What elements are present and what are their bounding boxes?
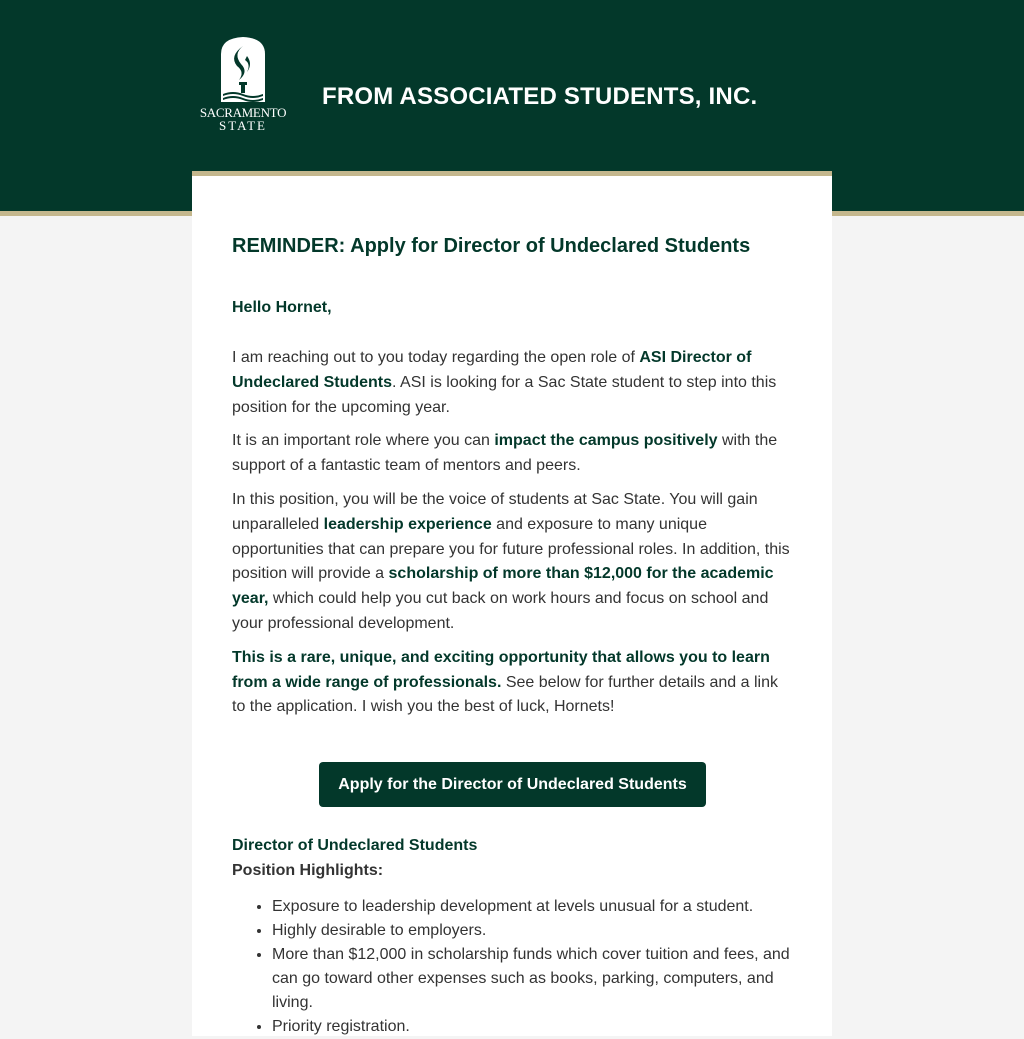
paragraph-2 bbox=[232, 429, 792, 479]
email-body bbox=[232, 346, 792, 729]
text: I am reaching out to you today regarding the open role of bbox=[232, 349, 640, 366]
sacramento-state-logo bbox=[193, 36, 293, 136]
position-title: Director of Undeclared Students bbox=[232, 837, 478, 854]
highlights-list bbox=[232, 895, 792, 1039]
apply-button[interactable]: Apply for the Director of Undeclared Students bbox=[319, 762, 706, 807]
list-item: • Exposure to leadership development at levels unusual for a student. bbox=[272, 895, 792, 919]
torch-icon bbox=[193, 36, 293, 104]
email-title: REMINDER: Apply for Director of Undeclared Students bbox=[232, 235, 751, 257]
emphasis: impact the campus positively bbox=[494, 432, 718, 450]
highlights-label: Position Highlights: bbox=[232, 862, 384, 879]
text: which could help you cut back on work hours and focus on school and your professional development. bbox=[232, 590, 769, 632]
emphasis: ASI Director of Undeclared Students bbox=[232, 349, 752, 391]
paragraph-4 bbox=[232, 646, 792, 720]
list-item: • Highly desirable to employers. bbox=[272, 919, 792, 943]
paragraph-1 bbox=[232, 346, 792, 420]
text: It is an important role where you can bbox=[232, 432, 495, 450]
logo-wordmark bbox=[193, 106, 293, 132]
position-highlights-section bbox=[232, 833, 792, 1039]
emphasis: This is a rare, unique, and exciting opportunity that allows you to learn from a wide range of professionals. bbox=[232, 648, 770, 691]
logo-line-1: SACRAMENTO bbox=[199, 105, 287, 120]
header-title: FROM ASSOCIATED STUDENTS, INC. bbox=[322, 83, 758, 110]
list-item: • Priority registration. bbox=[272, 1015, 792, 1039]
email-card bbox=[192, 171, 832, 1036]
logo-line-2: STATE bbox=[219, 118, 267, 133]
text: See below for further details and a link to the application. I wish you the best of luck, Hornets! bbox=[232, 673, 778, 716]
text: In this position, you will be the voice of students at Sac State. You will gain unparalleled bbox=[232, 490, 758, 533]
text: and exposure to many unique opportunities that can prepare you for future professional roles. In addition, this position will provide a bbox=[232, 515, 790, 583]
paragraph-3 bbox=[232, 488, 792, 637]
text: . ASI is looking for a Sac State student to step into this position for the upcoming year. bbox=[232, 373, 777, 416]
emphasis: leadership experience bbox=[323, 515, 492, 533]
text: with the support of a fantastic team of mentors and peers. bbox=[232, 432, 778, 475]
emphasis: scholarship of more than $12,000 for the academic year, bbox=[232, 565, 774, 608]
list-item: • More than $12,000 in scholarship funds which cover tuition and fees, and can go toward other expenses such as books, parking, computers, and living. bbox=[272, 943, 792, 1015]
greeting: Hello Hornet, bbox=[232, 299, 332, 316]
